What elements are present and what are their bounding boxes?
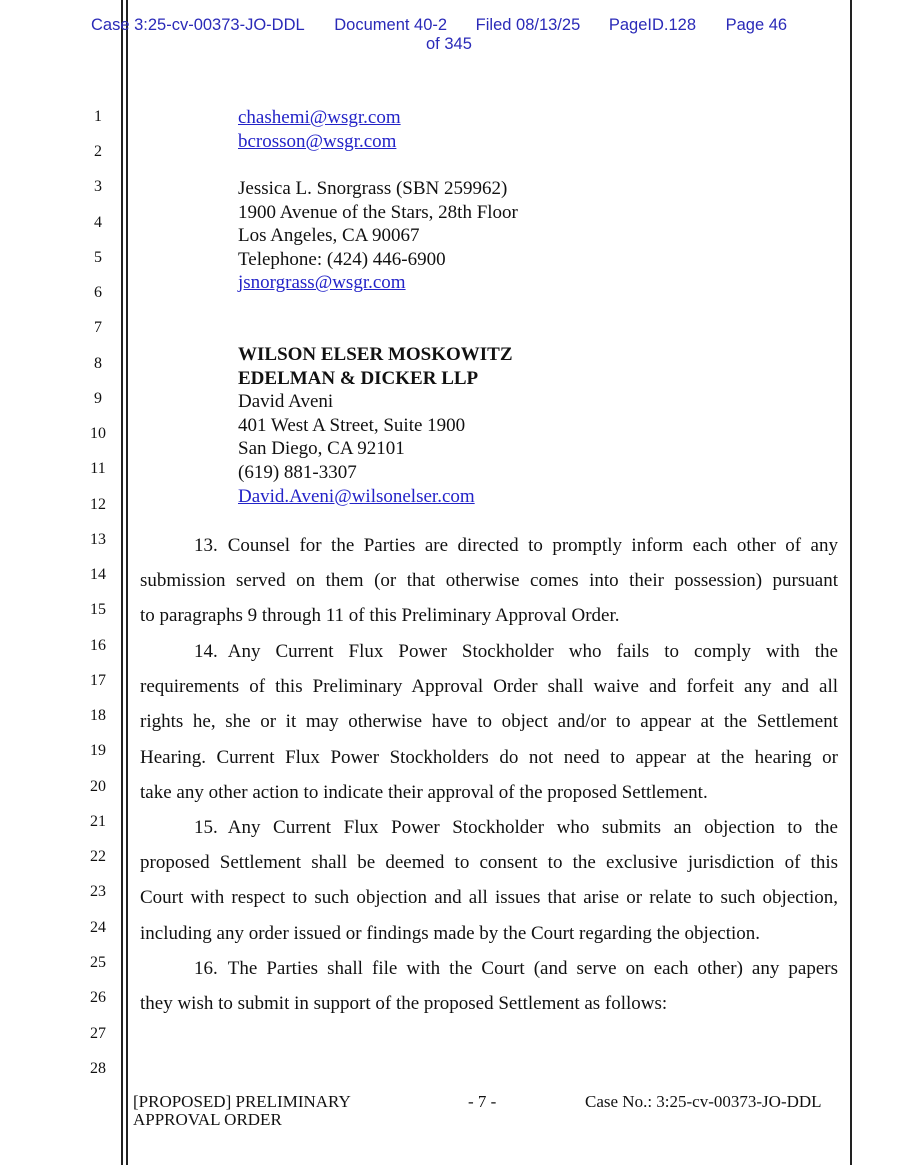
line-number: 1 <box>94 108 102 125</box>
left-margin-rule-inner <box>126 0 128 1165</box>
line-number: 9 <box>94 390 102 407</box>
ecf-page: Page 46 <box>725 16 788 34</box>
line-number: 19 <box>90 742 106 759</box>
email-link-chashemi[interactable]: chashemi@wsgr.com <box>238 107 401 128</box>
paragraph-line: requirements of this Preliminary Approval Order shall waive and forfeit any and all <box>140 676 838 698</box>
attorney-telephone: Telephone: (424) 446-6900 <box>238 248 446 270</box>
line-number: 17 <box>90 672 106 689</box>
left-margin-rule <box>121 0 123 1165</box>
line-number: 14 <box>90 566 106 583</box>
paragraph-14 <box>140 634 838 810</box>
attorney-name: David Aveni <box>238 391 334 413</box>
paragraph-16 <box>140 951 838 1021</box>
attorney-name: Jessica L. Snorgrass (SBN 259962) <box>238 178 508 199</box>
line-number: 25 <box>90 954 106 971</box>
ecf-header-line <box>91 16 787 35</box>
attorney-address-line-2: Los Angeles, CA 90067 <box>238 225 420 247</box>
paragraph-line: 15. Any Current Flux Power Stockholder who submits an objection to the <box>194 817 838 838</box>
counsel-block-wsgr-emails <box>238 106 401 153</box>
paragraph-line: including any order issued or findings made by the Court regarding the objection. <box>140 922 760 944</box>
paragraph-number: 13. <box>194 535 218 556</box>
line-number: 12 <box>90 496 106 513</box>
footer-document-title: [PROPOSED] PRELIMINARY APPROVAL ORDER <box>133 1092 351 1129</box>
counsel-block-snorgrass <box>238 177 518 295</box>
line-number: 6 <box>94 284 102 301</box>
ecf-filed-date: Filed 08/13/25 <box>475 16 581 34</box>
line-number: 20 <box>90 778 106 795</box>
line-number: 3 <box>94 178 102 195</box>
attorney-telephone: (619) 881-3307 <box>238 461 357 483</box>
right-margin-rule <box>850 0 852 1165</box>
line-number: 18 <box>90 707 106 724</box>
paragraph-number: 14. <box>194 641 218 662</box>
paragraph-line: Court with respect to such objection and all issues that arise or relate to such objection, <box>140 887 838 909</box>
paragraph-15 <box>140 810 838 951</box>
paragraph-line: rights he, she or it may otherwise have to object and/or to appear at the Settlement <box>140 711 838 733</box>
line-number: 21 <box>90 813 106 830</box>
paragraph-line: submission served on them (or that otherwise comes into their possession) pursuant <box>140 570 838 592</box>
ecf-total-pages: of 345 <box>426 35 472 53</box>
line-number: 2 <box>94 143 102 160</box>
paragraph-line: Hearing. Current Flux Power Stockholders do not need to appear at the hearing or <box>140 746 838 768</box>
paragraph-line: 16. The Parties shall file with the Court (and serve on each other) any papers <box>194 958 838 979</box>
line-number: 23 <box>90 883 106 900</box>
ecf-page-id: PageID.128 <box>608 16 696 34</box>
line-number: 13 <box>90 531 106 548</box>
ecf-document-number: Document 40-2 <box>334 16 448 34</box>
paragraph-line: to paragraphs 9 through 11 of this Preliminary Approval Order. <box>140 605 620 627</box>
paragraph-line: proposed Settlement shall be deemed to consent to the exclusive jurisdiction of this <box>140 852 838 874</box>
line-number: 5 <box>94 249 102 266</box>
paragraph-line: they wish to submit in support of the proposed Settlement as follows: <box>140 993 668 1015</box>
firm-name-line-1: WILSON ELSER MOSKOWITZ <box>238 344 513 365</box>
line-number: 28 <box>90 1060 106 1077</box>
line-number: 11 <box>90 460 106 477</box>
footer-case-number: Case No.: 3:25-cv-00373-JO-DDL <box>585 1092 822 1111</box>
paragraph-13 <box>140 528 838 634</box>
email-link-jsnorgrass[interactable]: jsnorgrass@wsgr.com <box>238 272 406 294</box>
footer-page-number: - 7 - <box>468 1092 497 1111</box>
line-number: 16 <box>90 637 106 654</box>
line-number: 15 <box>90 601 106 618</box>
ecf-case-number: Case 3:25-cv-00373-JO-DDL <box>91 16 305 34</box>
firm-name-line-2: EDELMAN & DICKER LLP <box>238 367 479 389</box>
line-number: 24 <box>90 919 106 936</box>
email-link-daveni[interactable]: David.Aveni@wilsonelser.com <box>238 485 475 507</box>
line-number: 22 <box>90 848 106 865</box>
line-number: 8 <box>94 355 102 372</box>
attorney-address-line-1: 1900 Avenue of the Stars, 28th Floor <box>238 201 518 223</box>
counsel-block-wilson-elser <box>238 343 513 508</box>
line-number: 7 <box>94 319 102 336</box>
line-number: 27 <box>90 1025 106 1042</box>
paragraph-line: 13. Counsel for the Parties are directed to promptly inform each other of any <box>194 535 838 556</box>
email-link-bcrosson[interactable]: bcrosson@wsgr.com <box>238 130 397 152</box>
line-number: 26 <box>90 989 106 1006</box>
paragraph-number: 15. <box>194 817 218 838</box>
paragraph-line: take any other action to indicate their approval of the proposed Settlement. <box>140 781 708 803</box>
paragraph-line: 14. Any Current Flux Power Stockholder who fails to comply with the <box>194 641 838 662</box>
line-number: 4 <box>94 214 102 231</box>
paragraph-number: 16. <box>194 958 218 979</box>
line-number: 10 <box>90 425 106 442</box>
attorney-address-line-1: 401 West A Street, Suite 1900 <box>238 414 466 436</box>
attorney-address-line-2: San Diego, CA 92101 <box>238 438 405 460</box>
